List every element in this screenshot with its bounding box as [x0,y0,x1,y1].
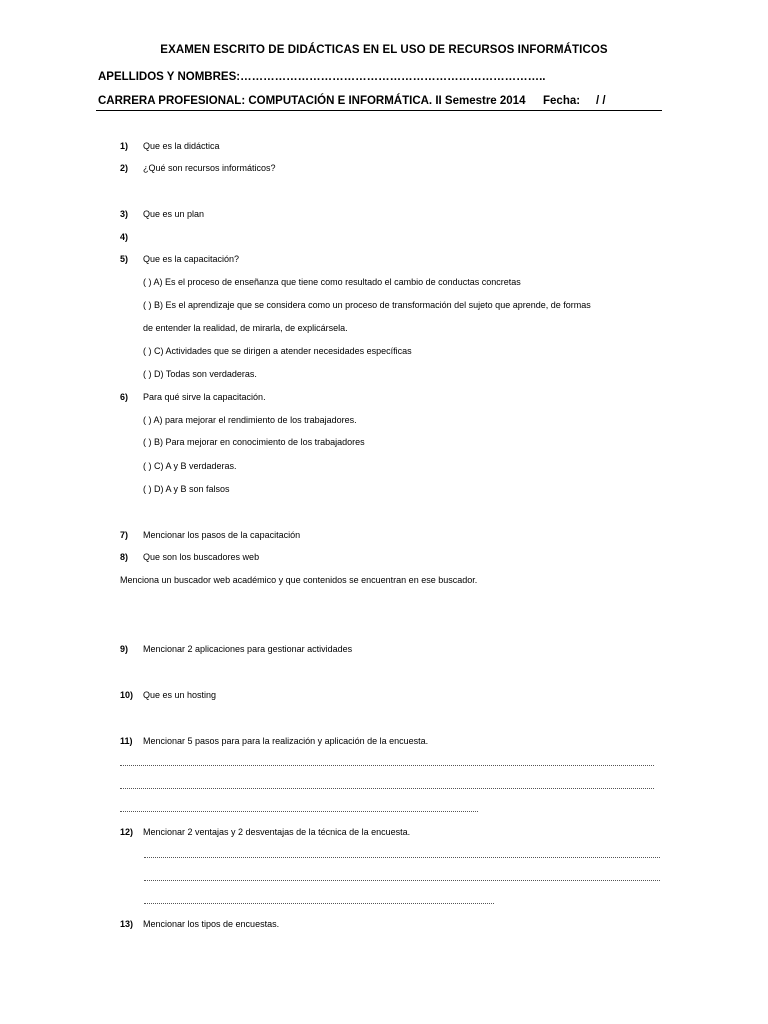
question-12 [120,827,410,837]
question-text: Para qué sirve la capacitación. [143,392,266,402]
names-line: APELLIDOS Y NOMBRES:…………………………………………………………………….. [98,71,546,83]
date-slashes: / / [596,95,606,107]
question-5 [120,254,239,264]
question-text: Mencionar 2 aplicaciones para gestionar actividades [143,644,353,654]
q5-option-d: ( ) D) Todas son verdaderas. [143,369,257,379]
question-number: 5) [120,254,129,264]
answer-line [144,903,494,904]
q6-option-c: ( ) C) A y B verdaderas. [143,461,237,471]
question-number: 13) [120,919,134,929]
question-2 [120,163,276,173]
question-number: 10) [120,690,134,700]
q5-option-a: ( ) A) Es el proceso de enseñanza que tiene como resultado el cambio de conductas concretas [143,277,521,287]
question-3 [120,209,204,219]
question-text: Que es la capacitación? [143,254,240,264]
q8-extra: Menciona un buscador web académico y que contenidos se encuentran en ese buscador. [120,575,478,585]
date-label: Fecha: [543,95,581,107]
question-number: 8) [120,552,129,562]
question-6 [120,392,266,402]
answer-line [120,811,478,812]
question-number: 4) [120,232,129,242]
answer-line [144,857,660,858]
question-10 [120,690,216,700]
question-text: Mencionar 2 ventajas y 2 desventajas de la técnica de la encuesta. [143,827,411,837]
q5-option-c: ( ) C) Actividades que se dirigen a atender necesidades específicas [143,346,412,356]
question-text: Mencionar los pasos de la capacitación [143,530,301,540]
answer-line [120,765,654,766]
q5-option-b: ( ) B) Es el aprendizaje que se considera como un proceso de transformación del sujeto que aprende, de formas [143,300,591,310]
answer-line [144,880,660,881]
question-7 [120,530,300,540]
question-13 [120,919,279,929]
question-8 [120,552,259,562]
answer-line [120,788,654,789]
q5-option-b-continuation: de entender la realidad, de mirarla, de explicársela. [143,323,348,333]
question-text: ¿Qué son recursos informáticos? [143,163,276,173]
question-number: 11) [120,736,133,746]
question-9 [120,644,352,654]
question-text: Que es un hosting [143,690,217,700]
question-number: 7) [120,530,129,540]
question-11 [120,736,428,746]
header-rule [96,110,662,111]
q6-option-d: ( ) D) A y B son falsos [143,484,230,494]
question-text: Mencionar los tipos de encuestas. [143,919,280,929]
question-number: 3) [120,209,129,219]
question-text: Que son los buscadores web [143,552,260,562]
question-number: 1) [120,141,129,151]
question-text: Que es un plan [143,209,205,219]
question-text: Que es la didáctica [143,141,220,151]
question-number: 12) [120,827,134,837]
exam-title: EXAMEN ESCRITO DE DIDÁCTICAS EN EL USO DE RECURSOS INFORMÁTICOS [160,44,608,56]
question-number: 9) [120,644,129,654]
question-text: Mencionar 5 pasos para para la realización y aplicación de la encuesta. [143,736,429,746]
question-1 [120,141,220,151]
question-number: 2) [120,163,129,173]
question-number: 6) [120,392,129,402]
q6-option-b: ( ) B) Para mejorar en conocimiento de los trabajadores [143,437,365,447]
question-4 [120,232,143,242]
career-line: CARRERA PROFESIONAL: COMPUTACIÓN E INFORMÁTICA. II Semestre 2014 [98,95,526,107]
q6-option-a: ( ) A) para mejorar el rendimiento de los trabajadores. [143,415,357,425]
